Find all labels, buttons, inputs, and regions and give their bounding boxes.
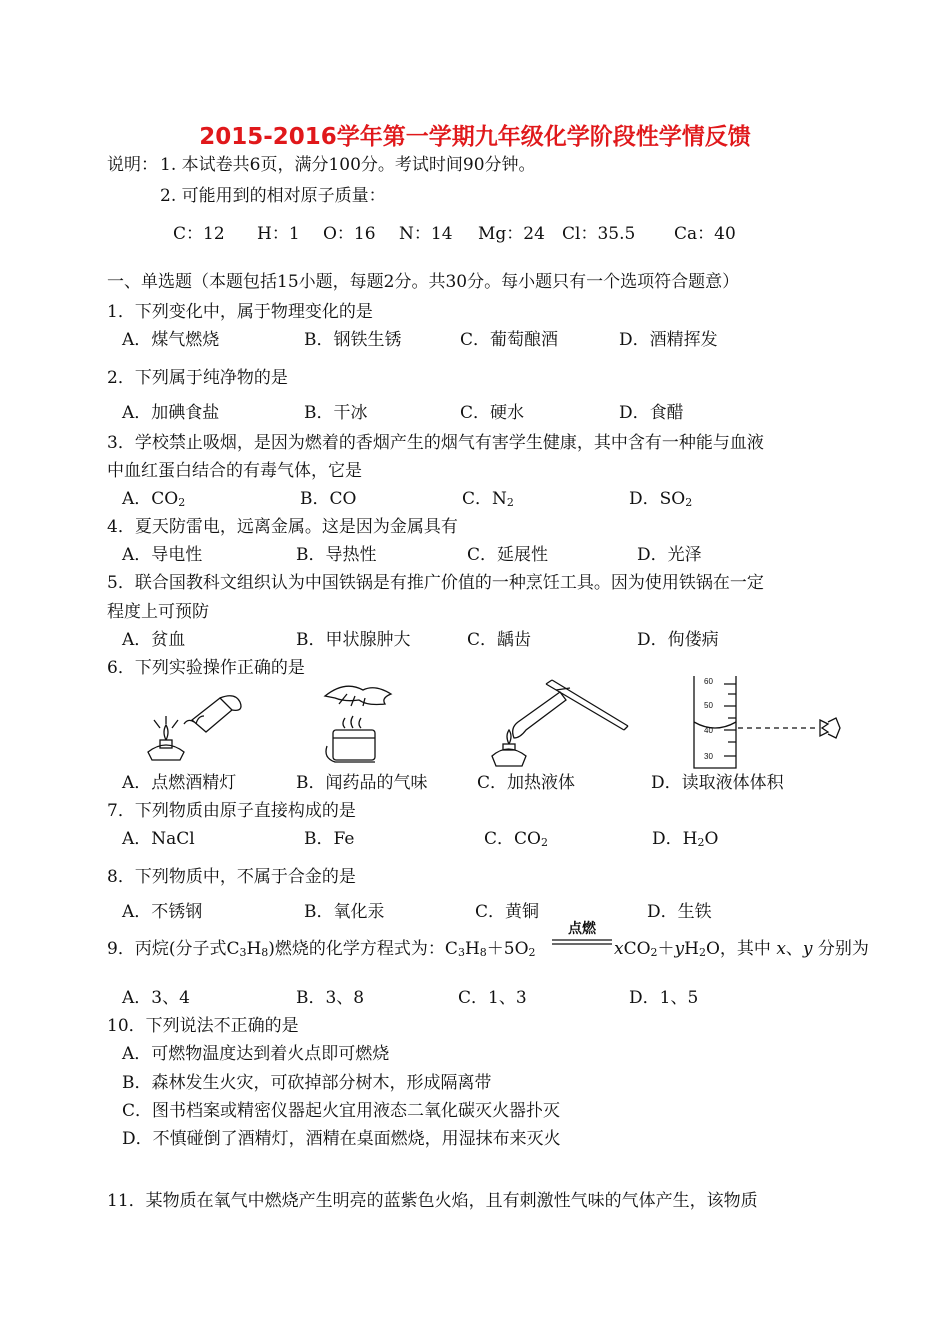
cylinder-tick-60: 60 [704,677,713,686]
q3-line2: 中血红蛋白结合的有毒气体，它是 [107,461,362,481]
q1-option-d: D．酒精挥发 [619,330,718,350]
q8-option-c: C．黄铜 [475,902,540,922]
q5-option-b: B．甲状腺肿大 [296,630,411,650]
q9-r1: x [614,939,624,959]
q3-option-b: B．CO [300,489,357,509]
q9-s7: H [464,939,480,959]
q10-option-b: B．森林发生火灾，可砍掉部分树木，形成隔离带 [122,1073,492,1093]
q9-option-b: B．3、8 [296,988,365,1008]
q9-s4: 8 [261,946,269,959]
q7-stem: 7．下列物质由原子直接构成的是 [107,801,356,821]
q9-r8: O，其中 [705,939,777,959]
q6-option-c: C．加热液体 [477,773,576,793]
heating-liquid-figure [486,678,631,768]
q7-option-c [484,824,548,849]
q9-s9: ＋5O [486,939,529,959]
q3-d-sub: 2 [685,496,693,509]
q9-r11: y [802,939,813,959]
q9-s6: 3 [457,946,465,959]
cylinder-tick-40: 40 [704,726,713,735]
note-1: 1. 本试卷共6页，满分100分。考试时间90分钟。 [160,155,536,175]
cylinder-tick-50: 50 [704,701,713,710]
q3-option-c [462,484,514,509]
q10-option-a: A．可燃物温度达到着火点即可燃烧 [122,1044,390,1064]
alcohol-lamp-lighting-figure [140,690,260,766]
q1-option-b: B．钢铁生锈 [304,330,402,350]
q6-option-a: A．点燃酒精灯 [122,773,237,793]
q9-s2: 3 [239,946,247,959]
page-title: 2015-2016学年第一学期九年级化学阶段性学情反馈 [199,124,751,150]
q2-option-a: A．加碘食盐 [122,403,220,423]
q7-d-text: D．H [652,829,698,849]
q5-line2: 程度上可预防 [107,602,209,622]
q9-r4: ＋ [657,939,675,959]
equals-sign-icon [552,938,612,946]
q9-s5: )燃烧的化学方程式为：C [268,939,458,959]
q7-d-tail: O [704,829,719,849]
q3-line1: 3．学校禁止吸烟，是因为燃着的香烟产生的烟气有害学生健康，其中含有一种能与血液 [107,433,764,453]
q5-line1: 5．联合国教科文组织认为中国铁锅是有推广价值的一种烹饪工具。因为使用铁锅在一定 [107,573,764,593]
note-2: 2. 可能用到的相对原子质量： [160,186,386,206]
q9-s10: 2 [528,946,536,959]
q5-option-d: D．佝偻病 [637,630,719,650]
q9-equation-left [107,934,536,959]
q9-r12: 分别为 [812,939,869,959]
q7-c-text: C．CO [484,829,541,849]
q3-c-sub: 2 [506,496,514,509]
q9-r2: CO [623,939,651,959]
q10-option-d: D．不慎碰倒了酒精灯，酒精在桌面燃烧，用湿抹布来灭火 [122,1129,561,1149]
q2-option-b: B．干冰 [304,403,368,423]
q7-d-sub: 2 [697,836,705,849]
q9-option-c: C．1、3 [458,988,527,1008]
q7-option-d [652,824,718,849]
q4-stem: 4．夏天防雷电，远离金属。这是因为金属具有 [107,517,458,537]
q6-option-d: D．读取液体体积 [651,773,784,793]
q8-option-a: A．不锈钢 [122,902,203,922]
mass-mg: Mg：24 [478,224,545,244]
q4-option-c: C．延展性 [467,545,549,565]
cylinder-tick-30: 30 [704,752,713,761]
q7-option-b: B．Fe [304,829,355,849]
q9-condition: 点燃 [568,921,596,937]
q1-stem: 1．下列变化中，属于物理变化的是 [107,302,373,322]
q8-option-d: D．生铁 [647,902,712,922]
q9-r9: x [776,939,786,959]
q8-option-b: B．氧化汞 [304,902,385,922]
smelling-reagent-figure [305,676,405,766]
q3-c-text: C．N [462,489,507,509]
q9-r5: y [674,939,685,959]
q9-option-a: A．3、4 [122,988,190,1008]
q2-option-d: D．食醋 [619,403,684,423]
q3-d-text: D．SO [629,489,686,509]
q7-c-sub: 2 [540,836,548,849]
q3-option-a [122,484,185,509]
q9-r6: H [684,939,699,959]
mass-cl: Cl：35.5 [562,224,636,244]
q9-s1: 9．丙烷(分子式C [107,939,240,959]
q9-r10: 、 [785,939,803,959]
q10-stem: 10．下列说法不正确的是 [107,1016,299,1036]
q9-r3: 2 [650,946,658,959]
q3-a-text: A．CO [122,489,179,509]
q6-option-b: B．闻药品的气味 [296,773,428,793]
q9-s8: 8 [479,946,487,959]
q1-option-a: A．煤气燃烧 [122,330,220,350]
q3-option-d [629,484,692,509]
q7-option-a: A．NaCl [122,829,195,849]
mass-o: O：16 [323,224,376,244]
q6-stem: 6．下列实验操作正确的是 [107,658,305,678]
q2-option-c: C．硬水 [460,403,525,423]
mass-h: H：1 [257,224,300,244]
q10-option-c: C．图书档案或精密仪器起火宜用液态二氧化碳灭火器扑灭 [122,1101,561,1121]
q5-option-a: A．贫血 [122,630,186,650]
q2-stem: 2．下列属于纯净物的是 [107,368,288,388]
q4-option-a: A．导电性 [122,545,203,565]
q9-r7: 2 [698,946,706,959]
section-heading: 一、单选题（本题包括15小题，每题2分。共30分。每小题只有一个选项符合题意） [107,272,740,292]
q4-option-b: B．导热性 [296,545,377,565]
q1-option-c: C．葡萄酿酒 [460,330,559,350]
q11-stem: 11．某物质在氧气中燃烧产生明亮的蓝紫色火焰，且有刺激性气味的气体产生，该物质 [107,1191,758,1211]
mass-c: C：12 [173,224,225,244]
notes-prefix: 说明： [107,155,158,175]
mass-n: N：14 [399,224,453,244]
q5-option-c: C．龋齿 [467,630,532,650]
q9-equation-right [614,934,869,959]
q3-a-sub: 2 [178,496,186,509]
graduated-cylinder-figure [680,672,855,772]
q4-option-d: D．光泽 [637,545,702,565]
q8-stem: 8．下列物质中，不属于合金的是 [107,867,356,887]
mass-ca: Ca：40 [674,224,736,244]
q9-option-d: D．1、5 [629,988,699,1008]
q9-s3: H [246,939,262,959]
